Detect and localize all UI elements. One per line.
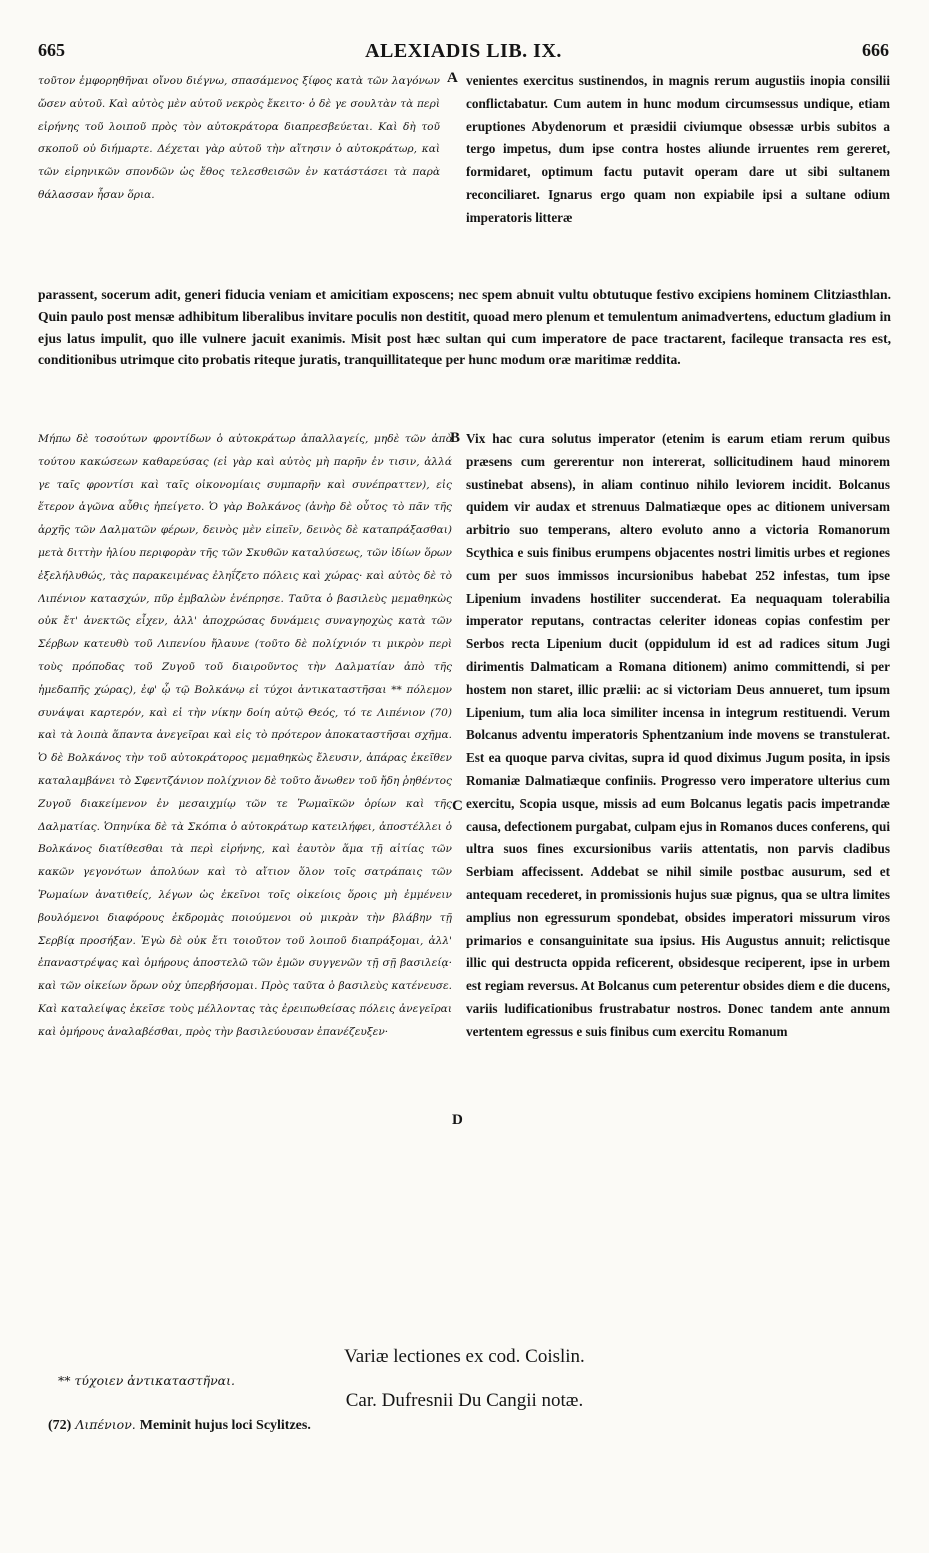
page-number-left: 665 [38, 40, 65, 60]
page-number-right: 666 [862, 40, 889, 60]
latin-full-width-block [38, 284, 891, 420]
margin-letter-b: B [450, 430, 461, 446]
margin-letter-c: C [452, 798, 463, 814]
footnote-lemma: Λιπένιον. [75, 1417, 136, 1432]
greek-column-main [38, 428, 452, 1340]
running-title: ALEXIADIS LIB. IX. [365, 40, 562, 62]
latin-column-top [466, 70, 890, 276]
latin-text-main: Vix hac cura solutus imperator (etenim is earum etiam rerum quibus præsens cum gererentur non intererat, sollicitudinem haud minorem sustinebat absens), in aliam continuo nihilo leviorem incidit. Bolcanus quidem vir audax et strenuus Dalmatiæque opes ac ditionem universam arbitrio suo temperans, altero evoluto anno a victoria Romanorum Scythica e suis finibus erumpens objacentes nostri limitis urbes et regiones cum per suos immissos incursionibus habebat 252 infestas, tum ipse Lipenium invadens hostiliter succenderat. Ea nequaquam tolerabilia imperator reputans, contractas celeriter idoneas copias confestim per Serbos recta Lipenium ducit (oppidulum id est ad radices situm Jugi dirimentis Dalmaticam a Romana ditionem) animo committendi, si per hostem non staret, illic prælii: ac si victoriam Deus annueret, tum ipsum Lipenium, tum alia loca similiter incensa in integrum restituendi. Verum Bolcanus adventu imperatoris Sphentzanium inde movens se transtulerat. Est ea quoque parva civitas, supra id quod diximus Jugum posita, in ipsis Romaniæ Dalmatiæque confiniis. Progresso vero imperatore ulterius cum exercitu, Scopia usque, missis ad eum Bolcanus legatis pacis impetrandæ causa, defectionem purgabat, culpam ejus in Romanos duces conferens, qui ultra suos fines excursionibus variis attentatis, non parvis cladibus Serbiam affecissent. Addebat se nihil simile postbac ausurum, sed et antequam recederet, in promissionis hujus suæ pignus, qua se ultra limites amplius non egressurum spondebat, obsides imperatori missurum viros primarios e consanguinitate sua ipsius. His Augustus annuit; relictisque illic qui destructa oppida reficerent, obsidesque reciperent, ipse in urbem est regiam reversus. At Bolcanus cum peterentur obsides diem e die ducens, variis ludificationibus frustrabatur nostros. Donec tandem ante annum vertentem egressus e suis finibus cum exercitu Romanum [466, 431, 890, 1039]
greek-text-main: Μήπω δὲ τοσούτων φροντίδων ὁ αὐτοκράτωρ ἀπαλλαγείς, μηδὲ τῶν ἀπὸ τούτου κακώσεων καθαρεύσας (εἰ γὰρ καὶ αὐτὸς μὴ παρῆν ἐν τισιν, ἀλλά γε ταῖς φροντίσι καὶ ταῖς οἰκονομίαις συμπαρῆν καὶ συνέπραττεν), εἰς ἕτερον ἀγῶνα αὖθις ἠπείγετο. Ὁ γὰρ Βολκάνος (ἀνὴρ δὲ οὗτος τὸ πᾶν τῆς ἀρχῆς τῶν Δαλματῶν φέρων, δεινὸς μὲν εἰπεῖν, δεινὸς δὲ καταπράξασθαι) μετὰ διττὴν ἡλίου περιφορὰν τῆς τῶν Σκυθῶν καταλύσεως, τῶν ἰδίων ὅρων ἐξελήλυθώς, τὰς παρακειμένας ἐληΐζετο πόλεις καὶ χώρας· καὶ αὐτὸς δὲ τὸ Λιπένιον κατασχών, πῦρ ἐμβαλὼν ἐνέπρησε. Ταῦτα ὁ βασιλεὺς μεμαθηκὼς οὐκ ἔτ' ἀνεκτῶς εἶχεν, ἀλλ' ἀποχρώσας δυνάμεις συναγηοχὼς κατὰ τῶν Σέρβων κατευθὺ τοῦ Λιπενίου ἤλαυνε (τοῦτο δὲ πολίχνιόν τι μικρὸν περὶ τοὺς πρόποδας τοῦ Ζυγοῦ τοῦ διαιροῦντος τὴν Δαλματίαν ἀπὸ τῆς ἡμεδαπῆς χώρας), ἐφ' ᾧ τῷ Βολκάνῳ εἰ τύχοι ἀντικαταστῆσαι ** πόλεμον συνάψαι καρτερόν, καὶ εἰ τὴν νίκην δοίη αὐτῷ Θεός, τό τε Λιπένιον (70) καὶ τὰ λοιπὰ ἅπαντα ἀνεγεῖραι καὶ εἰς τὸ πρότερον ἀποκαταστῆσαι σχῆμα. Ὁ δὲ Βολκάνος τὴν τοῦ αὐτοκράτορος μεμαθηκὼς ἔλευσιν, ἀπάρας ἐκεῖθεν καταλαμβάνει τὸ Σφεντζάνιον πολίχνιον δὲ τοῦτο ἄνωθεν τοῦ ἤδη ῥηθέντος Ζυγοῦ διακείμενον ἐν μεσαιχμίῳ τῶν τε Ῥωμαϊκῶν ὁρίων καὶ τῆς Δαλματίας. Ὁπηνίκα δὲ τὰ Σκόπια ὁ αὐτοκράτωρ κατειλήφει, ἀποστέλλει ὁ Βολκάνος διατίθεσθαι τὰ περὶ εἰρήνης, καὶ ἑαυτὸν ἅμα τῇ αἰτίας τῶν κακῶν γεγονότων ἀπολύων καὶ τὸ αἴτιον ὅλον τοῖς σατράπαις τῶν Ῥωμαίων ἀνατιθείς, λέγων ὡς ἐκεῖνοι τοῖς οἰκείοις ὅροις μὴ ἐμμένειν βουλόμενοι διαφόρους ἐκδρομὰς ποιούμενοι οὐ μικρὰν τὴν βλάβην τῇ Σερβίᾳ προσήξαν. Ἐγὼ δὲ οὐκ ἔτι τοιοῦτον τοῦ λοιποῦ διαπράξομαι, ἀλλ' ἐπαναστρέψας καὶ ὁμήρους ἀποστελῶ τῶν ἐμῶν συγγενῶν τῇ σῇ βασιλείᾳ· καὶ τῶν οἰκείων ὅρων οὐχ ὑπερβήσομαι. Πρὸς ταῦτα ὁ βασιλεὺς κατένευσε. Καὶ καταλείψας ἐκεῖσε τοὺς μέλλοντας τὰς ἐρειπωθείσας πόλεις ἀνεγεῖραι καὶ ὁμήρους ἀναλαβέσθαι, πρὸς τὴν βασιλεύουσαν ἐπανέζευξεν· [38, 433, 452, 1038]
variant-reading-text: τύχοιεν ἀντικαταστῆναι. [74, 1373, 235, 1388]
latin-text-top: venientes exercitus sustinendos, in magnis rerum augustiis inopia consilii conflictabatur. Cum autem in hunc modum circumsessus undique, etiam eruptiones Abydenorum et præsidii civiumque obsessæ urbis subitos a tergo impetus, dum ipse contra hostes aliunde irruentes rem gereret, formidaret, optimum factu putavit operam dare ut sibi sultanem reconciliaret. Ignarus ergo quam non expiabile ipsi a sultane odium imperatoris litteræ [466, 73, 890, 225]
variant-readings-heading: Variæ lectiones ex cod. Coislin. [344, 1346, 585, 1367]
footnote-text: Meminit hujus loci Scylitzes. [139, 1418, 311, 1433]
greek-text-top: τοῦτον ἐμφορηθῆναι οἴνου διέγνω, σπασάμενος ξίφος κατὰ τῶν λαγόνων ὤσεν αὐτοῦ. Καὶ αὐτὸς μὲν αὐτοῦ νεκρὸς ἔκειτο· ὁ δὲ γε σουλτὰν τὰ περὶ εἰρήνης τοῦ λοιποῦ πρὸς τὸν αὐτοκράτορα διαπρεσβεύεται. Καὶ δὴ τοῦ σκοποῦ οὐ διήμαρτε. Δέχεται γὰρ αὐτοῦ τὴν αἴτησιν ὁ αὐτοκράτωρ, καὶ τῶν εἰρηνικῶν σπονδῶν ὡς ἔθος τελεσθεισῶν ἐν κατάστάσει τὰ παρὰ θάλασσαν ἦσαν ὅρια. [38, 75, 440, 201]
notes-heading: Car. Dufresnii Du Cangii notæ. [345, 1390, 584, 1411]
page-header [38, 40, 889, 66]
variant-reading [58, 1373, 235, 1388]
latin-text-full: parassent, socerum adit, generi fiducia veniam et amicitiam exposcens; nec spem abnuit vultu obtutuque festivo excipiens hominem Clitziasthlan. Quin paulo post mensæ adhibitum liberalibus invitare poculis non destitit, quoad mero plenum et temulentum animadvertens, eductum gladium in ejus latus impulit, quo ille vulnere jacuit exanimis. Misit post hæc sultan qui cum imperatore de pace tractarent, facileque transacta res est, conditionibus utrimque cito probatis riteque juratis, tranquillitateque per hunc modum oræ maritimæ reddita. [38, 287, 891, 368]
margin-letter-d: D [452, 1112, 463, 1128]
footnote-72 [48, 1417, 311, 1434]
footnote-number: (72) [48, 1418, 72, 1433]
margin-letter-a: A [447, 70, 458, 86]
latin-column-main [466, 428, 890, 1340]
variant-mark: ** [58, 1373, 71, 1388]
greek-column-top [38, 70, 440, 276]
